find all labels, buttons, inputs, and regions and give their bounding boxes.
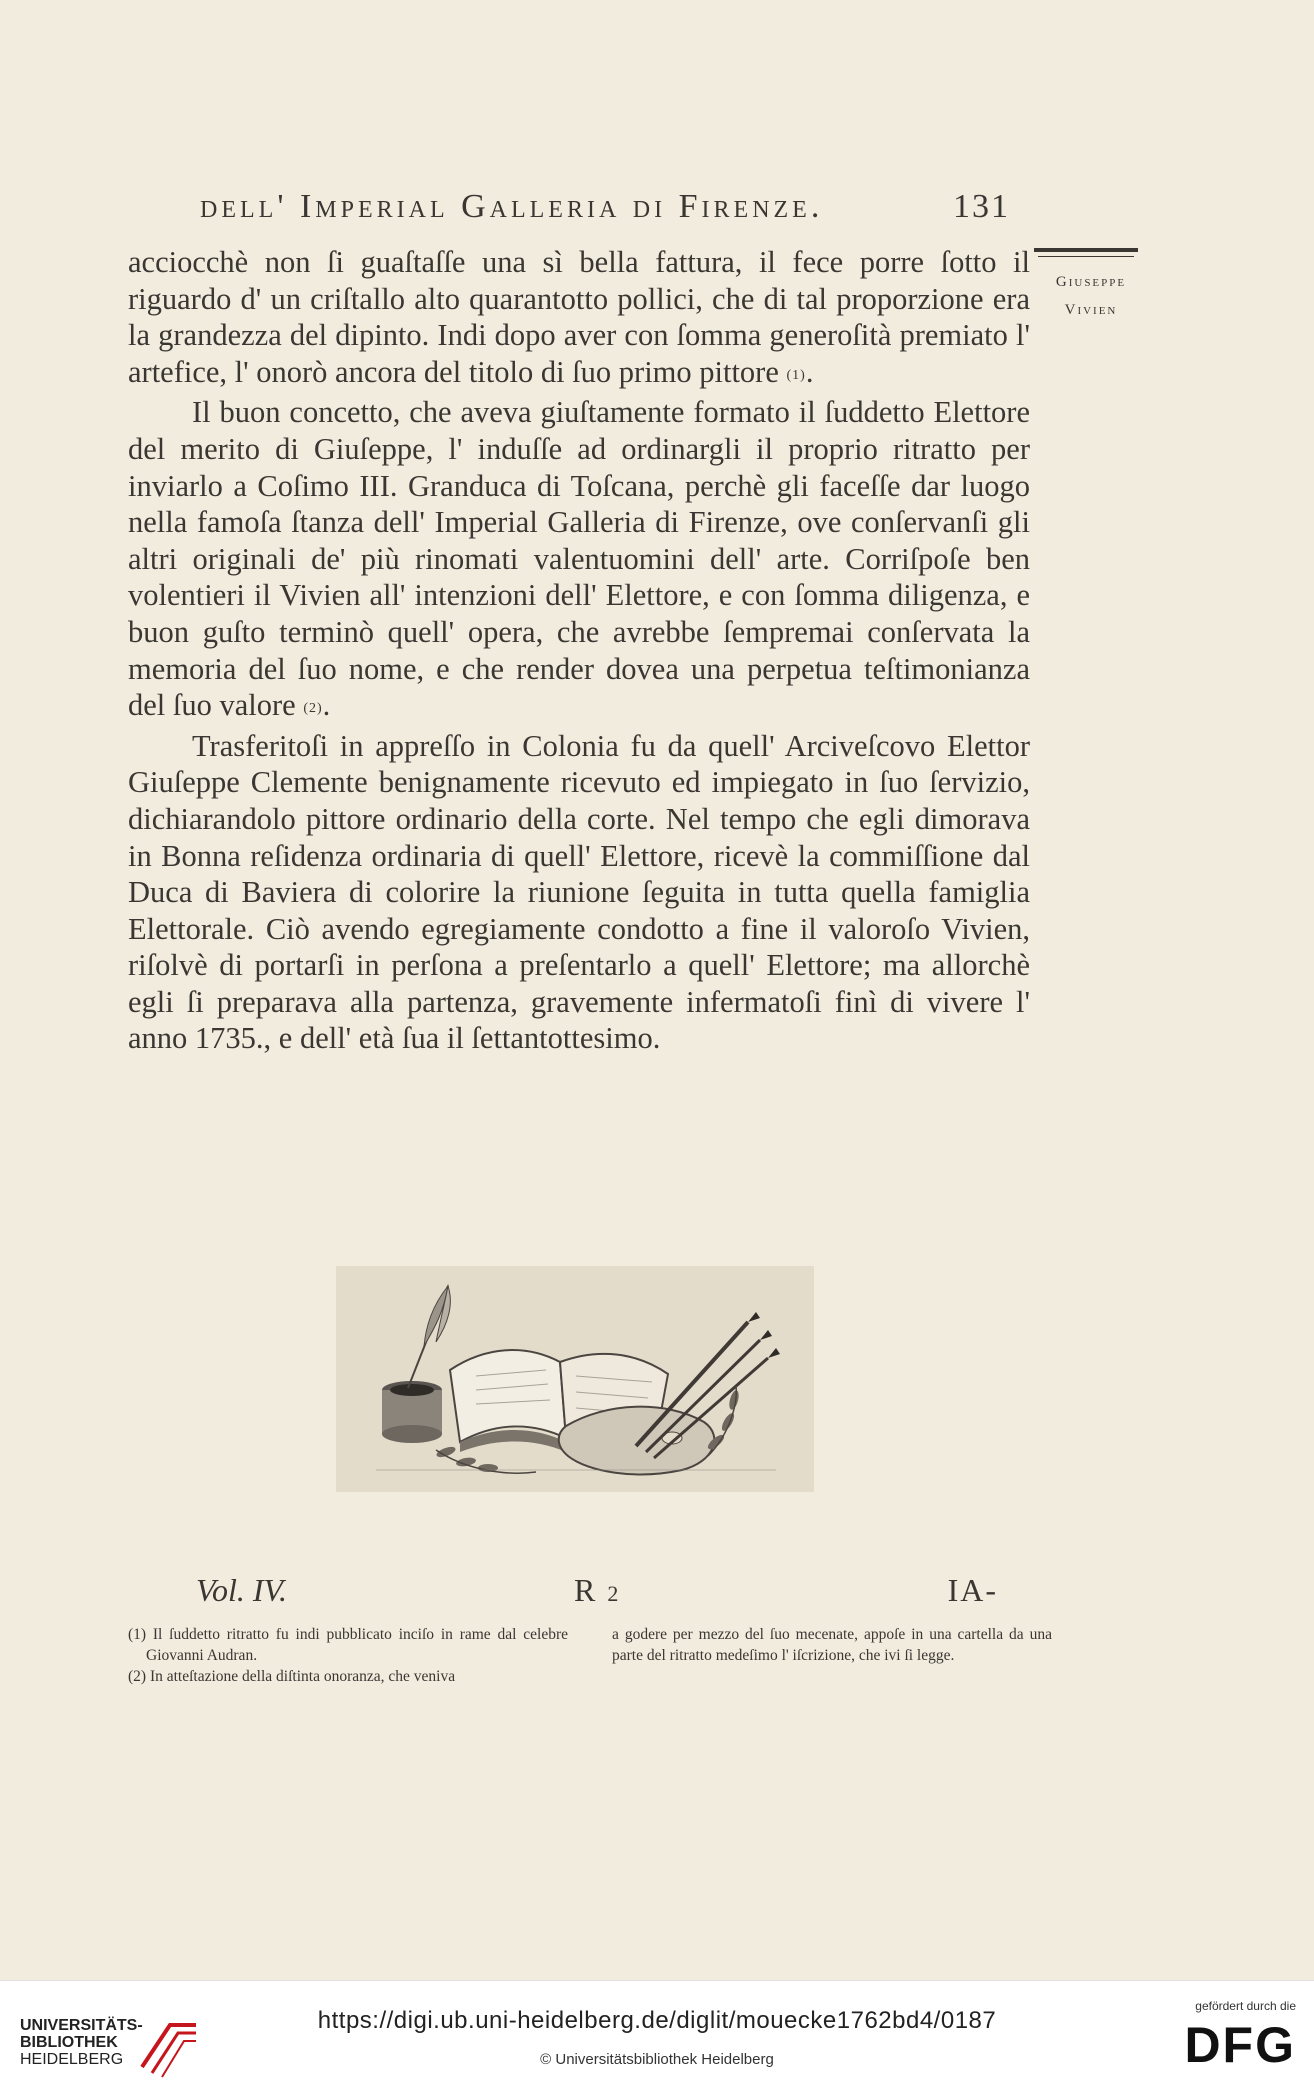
inkwell-icon xyxy=(382,1381,442,1443)
footnotes-right-column xyxy=(612,1624,1052,1666)
vignette-engraving xyxy=(336,1266,814,1492)
paragraph-2-tail: . xyxy=(322,688,331,723)
viewer-footer xyxy=(0,1980,1314,2093)
signature-line xyxy=(196,1572,1016,1612)
library-name-line3: HEIDELBERG xyxy=(20,2051,124,2068)
paragraph-3-text: Trasferitoſi in appreſſo in Colonia fu da quell' Arciveſcovo Elettor Giuſeppe Clemente benignamente ricevuto ed impiegato in ſuo ſervizio, dichiarandolo pittore ordinario della corte. Nel tempo che egli dimorava in Bonna reſidenza ordinaria di quell' Elettore, ricevè la commiſſione dal Duca di Baviera di colorire la riunione ſeguita in tutta quella famiglia Elettorale. Ciò avendo egregiamente condotto a fine il valoroſo Vivien, riſolvè di portarſi in perſona a preſentarlo a quell' Elettore; ma allorchè egli ſi preparava alla partenza, gravemente infermatoſi finì di vivere l' anno 1735., e dell' età ſua il ſettantottesimo. xyxy=(128,728,1030,1056)
footnote-1: (1) Il ſuddetto ritratto fu indi pubblicato inciſo in rame dal celebre Giovanni Audran. xyxy=(128,1626,568,1664)
funder-name: DFG xyxy=(1184,2017,1296,2073)
marginal-rule-thin xyxy=(1038,256,1134,257)
footnote-ref-1: (1) xyxy=(786,367,806,383)
paragraph-1-tail: . xyxy=(805,354,814,389)
signature-letter: R xyxy=(574,1572,596,1608)
running-head xyxy=(200,188,1020,226)
marginal-note xyxy=(1036,268,1146,324)
library-name-line1: UNIVERSITÄTS- xyxy=(20,2017,143,2034)
paragraph-3 xyxy=(128,728,1030,1057)
paragraph-1 xyxy=(128,244,1030,394)
signature-number: 2 xyxy=(607,1581,619,1606)
body-text xyxy=(128,244,1030,1057)
marginal-note-line2: Vivien xyxy=(1064,302,1118,318)
page-number: 131 xyxy=(953,188,1010,225)
marginal-note-line1: Giuseppe xyxy=(1055,274,1127,290)
paragraph-2 xyxy=(128,394,1030,727)
paragraph-1-text: acciocchè non ſi guaſtaſſe una sì bella fattura, il fece porre ſotto il riguardo d' un criſtallo alto quarantotto pollici, che di tal proporzione era la grandezza del dipinto. Indi dopo aver con ſomma generoſità premiato l' artefice, l' onorò ancora del titolo di ſuo primo pittore xyxy=(128,245,1030,389)
footnote-ref-2: (2) xyxy=(303,701,323,717)
running-head-title: dell' Imperial Galleria di Firenze. xyxy=(200,188,824,225)
book-quill-palette-vignette-icon xyxy=(336,1266,814,1492)
footnotes-left-column xyxy=(128,1624,568,1687)
copyright-notice: © Universitätsbibliothek Heidelberg xyxy=(540,2051,774,2068)
signature-mark xyxy=(574,1572,618,1609)
palette-icon xyxy=(559,1407,715,1475)
footnote-2-continued: a godere per mezzo del ſuo mecenate, appoſe in una cartella da una parte del ritratto medeſimo l' iſcrizione, che ivi ſi legge. xyxy=(612,1626,1052,1664)
funding-label: gefördert durch die xyxy=(1195,1999,1296,2013)
volume-mark: Vol. IV. xyxy=(196,1572,287,1608)
catchword: IA- xyxy=(947,1572,998,1608)
paragraph-2-text: Il buon concetto, che aveva giuſtamente formato il ſuddetto Elettore del merito di Giuſeppe, l' induſſe ad ordinargli il proprio ritratto per inviarlo a Coſimo III. Granduca di Toſcana, perchè gli faceſſe dar luogo nella famoſa ſtanza dell' Imperial Galleria di Firenze, ove conſervanſi gli altri originali de' più rinomati valentuomini dell' arte. Corriſpoſe ben volentieri il Vivien all' intenzioni dell' Elettore, e con ſomma diligenza, e buon guſto terminò quell' opera, che avrebbe ſempremai conſervata la memoria del ſuo nome, e che render dovea una perpetua teſtimonianza del ſuo valore xyxy=(128,395,1030,723)
funder-logo[interactable] xyxy=(1156,1999,1296,2071)
permalink-url[interactable]: https://digi.ub.uni-heidelberg.de/diglit/mouecke1762bd4/0187 xyxy=(317,2007,997,2034)
footnote-2: (2) In atteſtazione della diſtinta onoranza, che veniva xyxy=(128,1668,456,1685)
marginal-rule xyxy=(1034,248,1138,252)
library-name-line2: BIBLIOTHEK xyxy=(20,2034,118,2051)
